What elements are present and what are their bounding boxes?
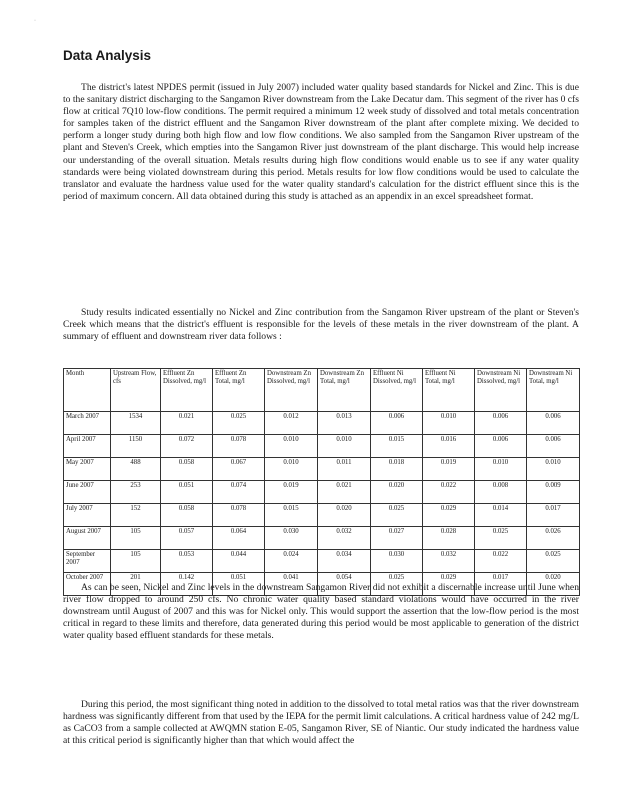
column-header: Downstream Ni Dissolved, mg/l	[475, 369, 527, 412]
table-cell: 0.006	[475, 412, 527, 435]
table-cell: 0.020	[371, 481, 423, 504]
table-cell: May 2007	[64, 458, 111, 481]
table-cell: 488	[111, 458, 161, 481]
table-row	[64, 412, 580, 435]
table-cell: 0.027	[371, 527, 423, 550]
column-header: Downstream Zn Total, mg/l	[318, 369, 371, 412]
table-cell: 0.034	[318, 550, 371, 573]
table-cell: 0.015	[265, 504, 318, 527]
table-cell: 0.010	[265, 458, 318, 481]
paragraph-downstream-levels	[63, 582, 579, 642]
table-cell: 0.078	[213, 504, 265, 527]
table-cell: 152	[111, 504, 161, 527]
table-cell: 0.021	[318, 481, 371, 504]
page-marker: ·	[34, 18, 36, 24]
table-cell: 0.025	[475, 527, 527, 550]
table-cell: 0.017	[527, 504, 580, 527]
table-cell: 0.029	[423, 504, 475, 527]
table-cell: 0.030	[371, 550, 423, 573]
table-cell: 0.006	[527, 435, 580, 458]
table-header-row	[64, 369, 580, 412]
table-row	[64, 435, 580, 458]
table-cell: 0.022	[475, 550, 527, 573]
table-cell: 0.020	[527, 573, 580, 596]
table-cell: 0.017	[475, 573, 527, 596]
table-cell: 0.025	[213, 412, 265, 435]
table-cell: 0.064	[213, 527, 265, 550]
table-cell: 0.025	[371, 573, 423, 596]
table-cell: 0.016	[423, 435, 475, 458]
table-cell: 0.032	[423, 550, 475, 573]
column-header: Effluent Ni Dissolved, mg/l	[371, 369, 423, 412]
table-cell: 0.006	[371, 412, 423, 435]
table-cell: 0.054	[318, 573, 371, 596]
table-cell: 0.008	[475, 481, 527, 504]
section-heading: Data Analysis	[63, 48, 152, 63]
table-cell: 0.029	[423, 573, 475, 596]
table-row	[64, 481, 580, 504]
table-cell: 0.006	[475, 435, 527, 458]
table-cell: 0.053	[161, 550, 213, 573]
table-cell: September 2007	[64, 550, 111, 573]
table-cell: 1534	[111, 412, 161, 435]
table-cell: 0.010	[265, 435, 318, 458]
table-cell: March 2007	[64, 412, 111, 435]
table-cell: 0.058	[161, 504, 213, 527]
table-cell: 0.067	[213, 458, 265, 481]
table-cell: 0.078	[213, 435, 265, 458]
paragraph-text: During this period, the most significant thing noted in addition to the dissolved to total metal ratios was that the river downstream hardness was significantly different from that used by the IEPA for the permit limit calculations. A critical hardness value of 242 mg/L as CaCO3 from a sample collected at AWQMN station E-05, Sangamon River, SE of Niantic. Our study indicated the hardness value at this critical period is significantly higher than that which would affect the	[63, 699, 579, 747]
table-cell: 201	[111, 573, 161, 596]
paragraph-study-results	[63, 307, 579, 343]
table-cell: 0.021	[161, 412, 213, 435]
table-cell: 0.058	[161, 458, 213, 481]
table-cell: 0.011	[318, 458, 371, 481]
table-cell: 253	[111, 481, 161, 504]
column-header: Upstream Flow, cfs	[111, 369, 161, 412]
table-cell: 0.022	[423, 481, 475, 504]
column-header: Effluent Ni Total, mg/l	[423, 369, 475, 412]
column-header: Month	[64, 369, 111, 412]
table-cell: October 2007	[64, 573, 111, 596]
table-row	[64, 527, 580, 550]
table-cell: April 2007	[64, 435, 111, 458]
table-cell: 0.013	[318, 412, 371, 435]
table-cell: 0.024	[265, 550, 318, 573]
table-cell: 0.010	[527, 458, 580, 481]
table-cell: 105	[111, 527, 161, 550]
table-cell: July 2007	[64, 504, 111, 527]
table-cell: 0.074	[213, 481, 265, 504]
table-cell: 0.020	[318, 504, 371, 527]
paragraph-permit-background	[63, 82, 579, 203]
table-cell: 0.057	[161, 527, 213, 550]
table-cell: 0.025	[527, 550, 580, 573]
table-cell: 0.018	[371, 458, 423, 481]
table-cell: 0.044	[213, 550, 265, 573]
table-cell: 0.010	[475, 458, 527, 481]
table-cell: 1150	[111, 435, 161, 458]
table-cell: 0.142	[161, 573, 213, 596]
table-cell: June 2007	[64, 481, 111, 504]
table-cell: 0.009	[527, 481, 580, 504]
table-cell: 0.032	[318, 527, 371, 550]
column-header: Effluent Zn Dissolved, mg/l	[161, 369, 213, 412]
paragraph-text: As can be seen, Nickel and Zinc levels in the downstream Sangamon River did not exhibit a discernable increase until June when river flow dropped to around 250 cfs. No chronic water quality based standard violations would have occurred in the river downstream until August of 2007 and this was for Nickel only. This would support the assertion that the low-flow period is the most critical in regard to these limits and therefore, data generated during this period would be most applicable to generation of the district water quality based effluent standards for these metals.	[63, 582, 579, 642]
column-header: Downstream Ni Total, mg/l	[527, 369, 580, 412]
table-row	[64, 458, 580, 481]
column-header: Downstream Zn Dissolved, mg/l	[265, 369, 318, 412]
table-cell: 0.051	[161, 481, 213, 504]
table-cell: 0.051	[213, 573, 265, 596]
table-cell: 0.014	[475, 504, 527, 527]
table-cell: 0.028	[423, 527, 475, 550]
paragraph-text: Study results indicated essentially no Nickel and Zinc contribution from the Sangamon River upstream of the plant or Steven's Creek which means that the district's effluent is responsible for the levels of these metals in the river downstream of the plant. A summary of effluent and downstream river data follows :	[63, 307, 579, 343]
table-cell: 0.010	[318, 435, 371, 458]
table-cell: 0.025	[371, 504, 423, 527]
table-cell: 0.030	[265, 527, 318, 550]
table-cell: 105	[111, 550, 161, 573]
table-cell: 0.012	[265, 412, 318, 435]
table-cell: 0.019	[423, 458, 475, 481]
column-header: Effluent Zn Total, mg/l	[213, 369, 265, 412]
table-cell: August 2007	[64, 527, 111, 550]
table-cell: 0.041	[265, 573, 318, 596]
paragraph-text: The district's latest NPDES permit (issued in July 2007) included water quality based standards for Nickel and Zinc. This is due to the sanitary district discharging to the Sangamon River downstream from the Lake Decatur dam. This segment of the river has 0 cfs flow at critical 7Q10 low-flow conditions. The permit required a minimum 12 week study of dissolved and total metals concentration for samples taken of the district effluent and the Sangamon River downstream of the plant after complete mixing. We decided to perform a longer study during both high flow and low flow conditions. We also sampled from the Sangamon River upstream of the plant and Steven's Creek, which empties into the Sangamon River just downstream of the plant discharge. This would help increase our understanding of the overall situation. Metals results during high flow conditions would enable us to see if any water quality standards were being violated downstream during this period. Metals results for low flow conditions would be used to calculate the translator and evaluate the hardness value used for the water quality standard's calculation for the district effluent since this is the period of maximum concern. All data obtained during this study is attached as an appendix in an excel spreadsheet format.	[63, 82, 579, 202]
table-cell: 0.026	[527, 527, 580, 550]
table-cell: 0.015	[371, 435, 423, 458]
table-cell: 0.019	[265, 481, 318, 504]
table-cell: 0.010	[423, 412, 475, 435]
table-row	[64, 504, 580, 527]
table-cell: 0.006	[527, 412, 580, 435]
table-row	[64, 550, 580, 573]
paragraph-hardness	[63, 699, 579, 747]
table-cell: 0.072	[161, 435, 213, 458]
metals-summary-table	[63, 368, 580, 596]
